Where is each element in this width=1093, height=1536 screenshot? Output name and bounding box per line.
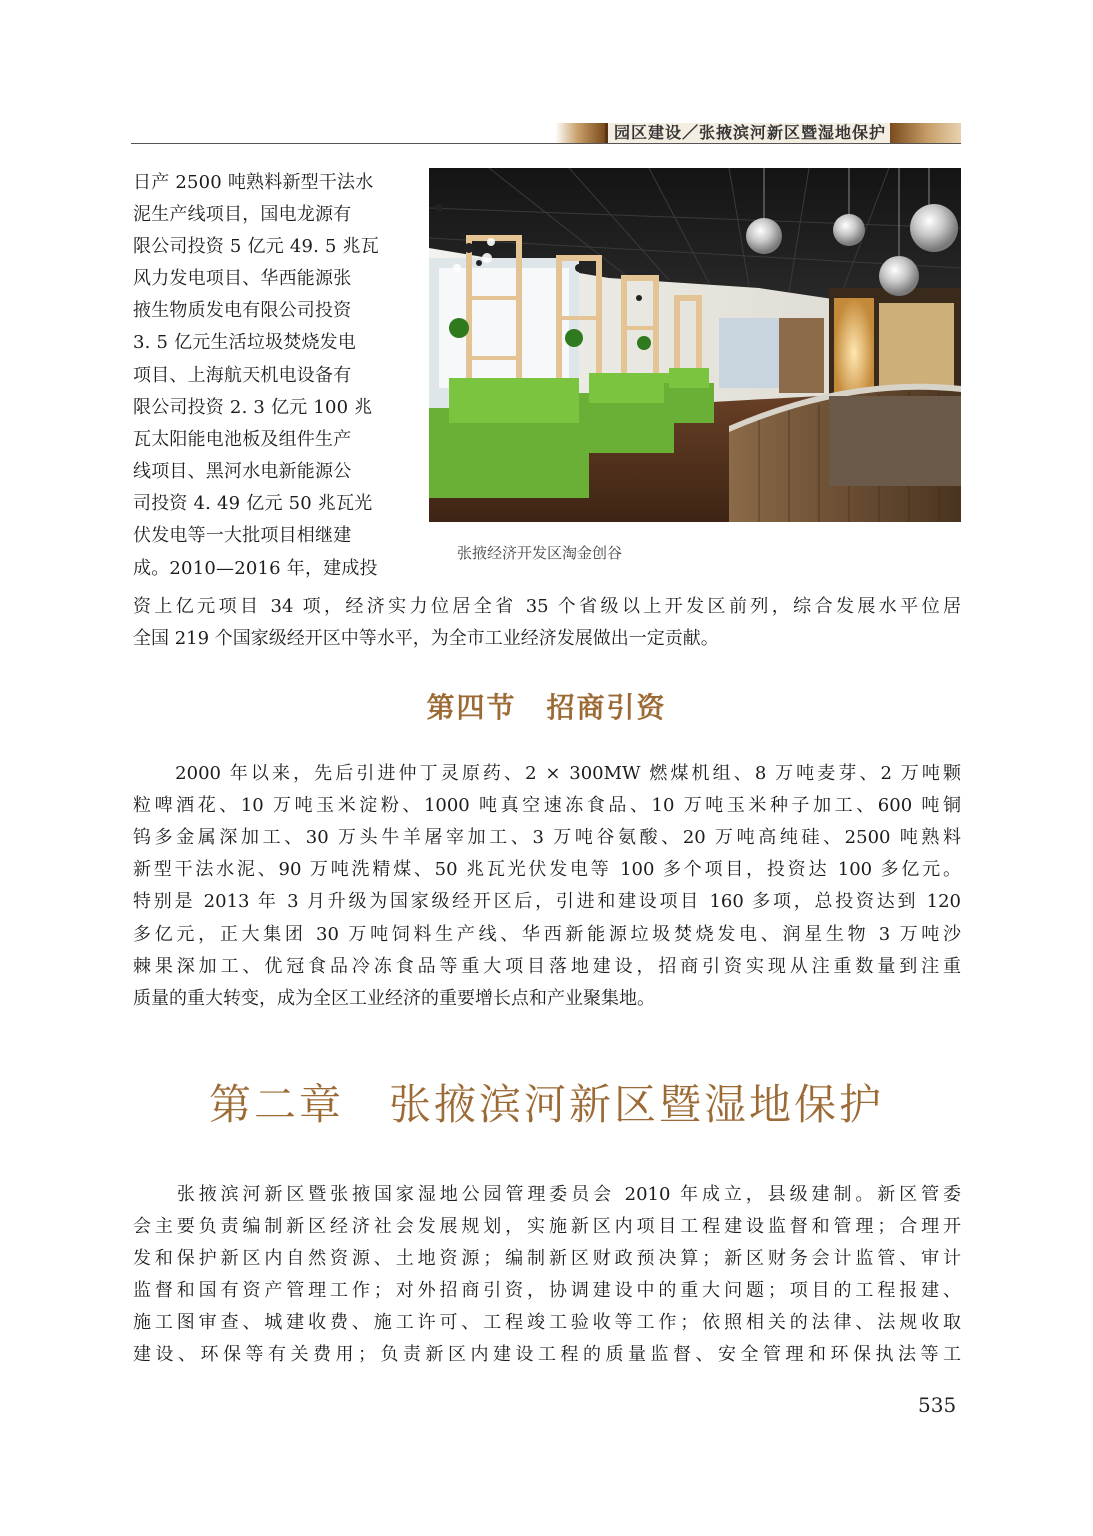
chapter-line-2: 会主要负责编制新区经济社会发展规划，实施新区内项目工程建设监督和管理；合理开 [133, 1216, 961, 1237]
continuation-line-2: 全国 219 个国家级经开区中等水平，为全市工业经济发展做出一定贡献。 [133, 628, 719, 649]
chapter-line-6: 建设、环保等有关费用；负责新区内建设工程的质量监督、安全管理和环保执法等工 [133, 1344, 961, 1365]
section-line-4: 新型干法水泥、90 万吨洗精煤、50 兆瓦光伏发电等 100 多个项目，投资达 100 多亿元。 [133, 859, 961, 880]
interior-photo [429, 168, 961, 522]
chapter-title: 第二章 张掖滨河新区暨湿地保护 [208, 1080, 884, 1129]
section-title: 第四节 招商引资 [426, 691, 667, 724]
chapter-line-3: 发和保护新区内自然资源、土地资源；编制新区财政预决算；新区财务会计监管、审计 [133, 1248, 961, 1269]
section-line-6: 多亿元，正大集团 30 万吨饲料生产线、华西新能源垃圾焚烧发电、润星生物 3 万吨沙 [133, 924, 961, 945]
wrap-line-10: 线项目、黑河水电新能源公 [133, 461, 352, 482]
wrap-line-4: 风力发电项目、华西能源张 [133, 268, 352, 289]
section-line-2: 粒啤酒花、10 万吨玉米淀粉、1000 吨真空速冻食品、10 万吨玉米种子加工、600 吨铜 [133, 795, 961, 816]
section-line-5: 特别是 2013 年 3 月升级为国家级经开区后，引进和建设项目 160 多项，总投资达到 120 [133, 891, 961, 912]
wrap-line-5: 掖生物质发电有限公司投资 [133, 300, 352, 321]
header-rule [131, 143, 961, 144]
chapter-line-5: 施工图审查、城建收费、施工许可、工程竣工验收等工作；依照相关的法律、法规收取 [133, 1312, 961, 1333]
wrap-line-13: 成。2010—2016 年，建成投 [133, 558, 378, 579]
header-decoration-left [555, 123, 605, 143]
photo-caption: 张掖经济开发区淘金创谷 [457, 544, 623, 562]
chapter-line-4: 监督和国有资产管理工作；对外招商引资，协调建设中的重大问题；项目的工程报建、 [133, 1280, 961, 1301]
wrap-line-8: 限公司投资 2. 3 亿元 100 兆 [133, 397, 373, 418]
wrap-line-6: 3. 5 亿元生活垃圾焚烧发电 [133, 332, 357, 353]
continuation-line-1: 资上亿元项目 34 项，经济实力位居全省 35 个省级以上开发区前列，综合发展水平位居 [133, 596, 961, 617]
section-line-7: 棘果深加工、优冠食品冷冻食品等重大项目落地建设，招商引资实现从注重数量到注重 [133, 956, 961, 977]
wrap-line-1: 日产 2500 吨熟料新型干法水 [133, 172, 374, 193]
wrap-line-2: 泥生产线项目，国电龙源有 [133, 204, 352, 225]
wrap-line-12: 伏发电等一大批项目相继建 [133, 525, 352, 546]
section-line-1: 2000 年以来，先后引进仲丁灵原药、2 × 300MW 燃煤机组、8 万吨麦芽、2 万吨颗 [133, 763, 961, 784]
wrap-line-11: 司投资 4. 49 亿元 50 兆瓦光 [133, 493, 373, 514]
running-header-title: 园区建设／张掖滨河新区暨湿地保护 [614, 123, 887, 142]
chapter-line-1: 张掖滨河新区暨张掖国家湿地公园管理委员会 2010 年成立，县级建制。新区管委 [133, 1184, 961, 1205]
wrap-line-7: 项目、上海航天机电设备有 [133, 365, 352, 386]
wrap-line-9: 瓦太阳能电池板及组件生产 [133, 429, 352, 450]
section-line-8: 质量的重大转变，成为全区工业经济的重要增长点和产业聚集地。 [133, 988, 655, 1009]
page-number: 535 [918, 1393, 957, 1417]
header-decoration-right [890, 123, 961, 143]
wrap-line-3: 限公司投资 5 亿元 49. 5 兆瓦 [133, 236, 379, 257]
section-line-3: 钨多金属深加工、30 万头牛羊屠宰加工、3 万吨谷氨酸、20 万吨高纯硅、2500 吨熟料 [133, 827, 961, 848]
